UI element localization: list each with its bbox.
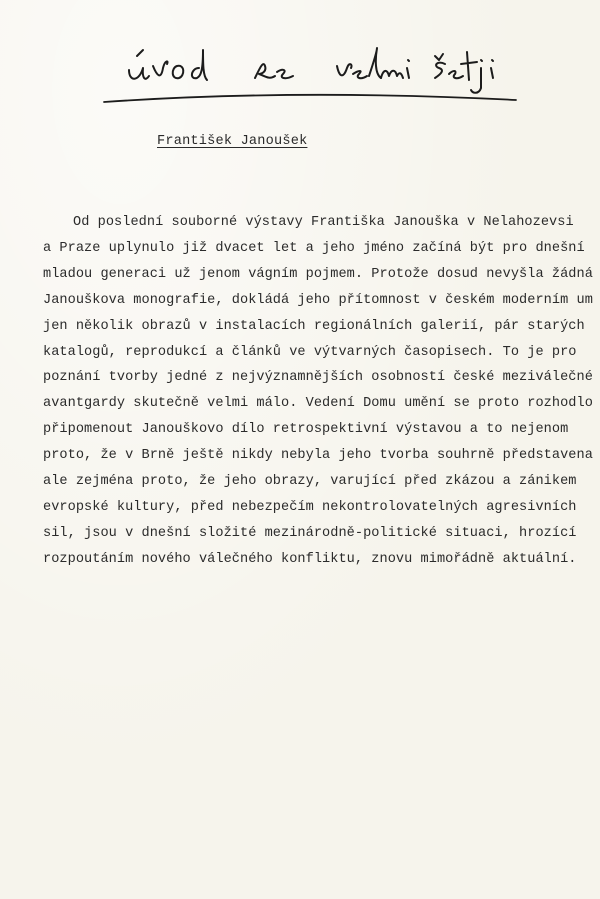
paragraph-line: mladou generaci už jenom vágním pojmem. Protože dosud nevyšla žádná	[43, 266, 593, 282]
handwritten-scribble-icon	[115, 30, 535, 100]
paragraph-line: připomenout Janouškovo dílo retrospektivní výstavou a to nejenom	[43, 422, 569, 438]
paragraph-line: sil, jsou v dnešní složité mezinárodně-politické situaci, hrozící	[43, 525, 577, 541]
paragraph-line: evropské kultury, před nebezpečím nekontrolovatelných agresivních	[43, 499, 577, 515]
author-name: František Janoušek	[157, 134, 308, 149]
paragraph-line: jen několik obrazů v instalacích regionálních galerií, pár starých	[43, 318, 585, 334]
paragraph-line: proto, že v Brně ještě nikdy nebyla jeho tvorba souhrně představena	[43, 448, 593, 464]
paragraph-line: ale zejména proto, že jeho obrazy, varující před zkázou a zánikem	[43, 474, 577, 490]
paragraph-line: avantgardy skutečně velmi málo. Vedení Domu umění se proto rozhodlo	[43, 396, 593, 412]
handwritten-underline	[100, 92, 520, 106]
handwritten-heading	[115, 30, 535, 100]
paragraph-line: poznání tvorby jedné z nejvýznamnějších osobností české meziválečné	[43, 370, 593, 386]
paragraph-line: Od poslední souborné výstavy Františka Janouška v Nelahozevsi	[73, 215, 574, 230]
paragraph-line: Janouškova monografie, dokládá jeho přítomnost v českém moderním um	[43, 292, 593, 308]
body-paragraph	[43, 210, 598, 573]
paragraph-line: katalogů, reprodukcí a článků ve výtvarných časopisech. To je pro	[43, 344, 577, 360]
paragraph-line: rozpoutáním nového válečného konfliktu, znovu mimořádně aktuální.	[43, 551, 577, 567]
paragraph-line: a Praze uplynulo již dvacet let a jeho jméno začíná být pro dnešní	[43, 240, 585, 256]
